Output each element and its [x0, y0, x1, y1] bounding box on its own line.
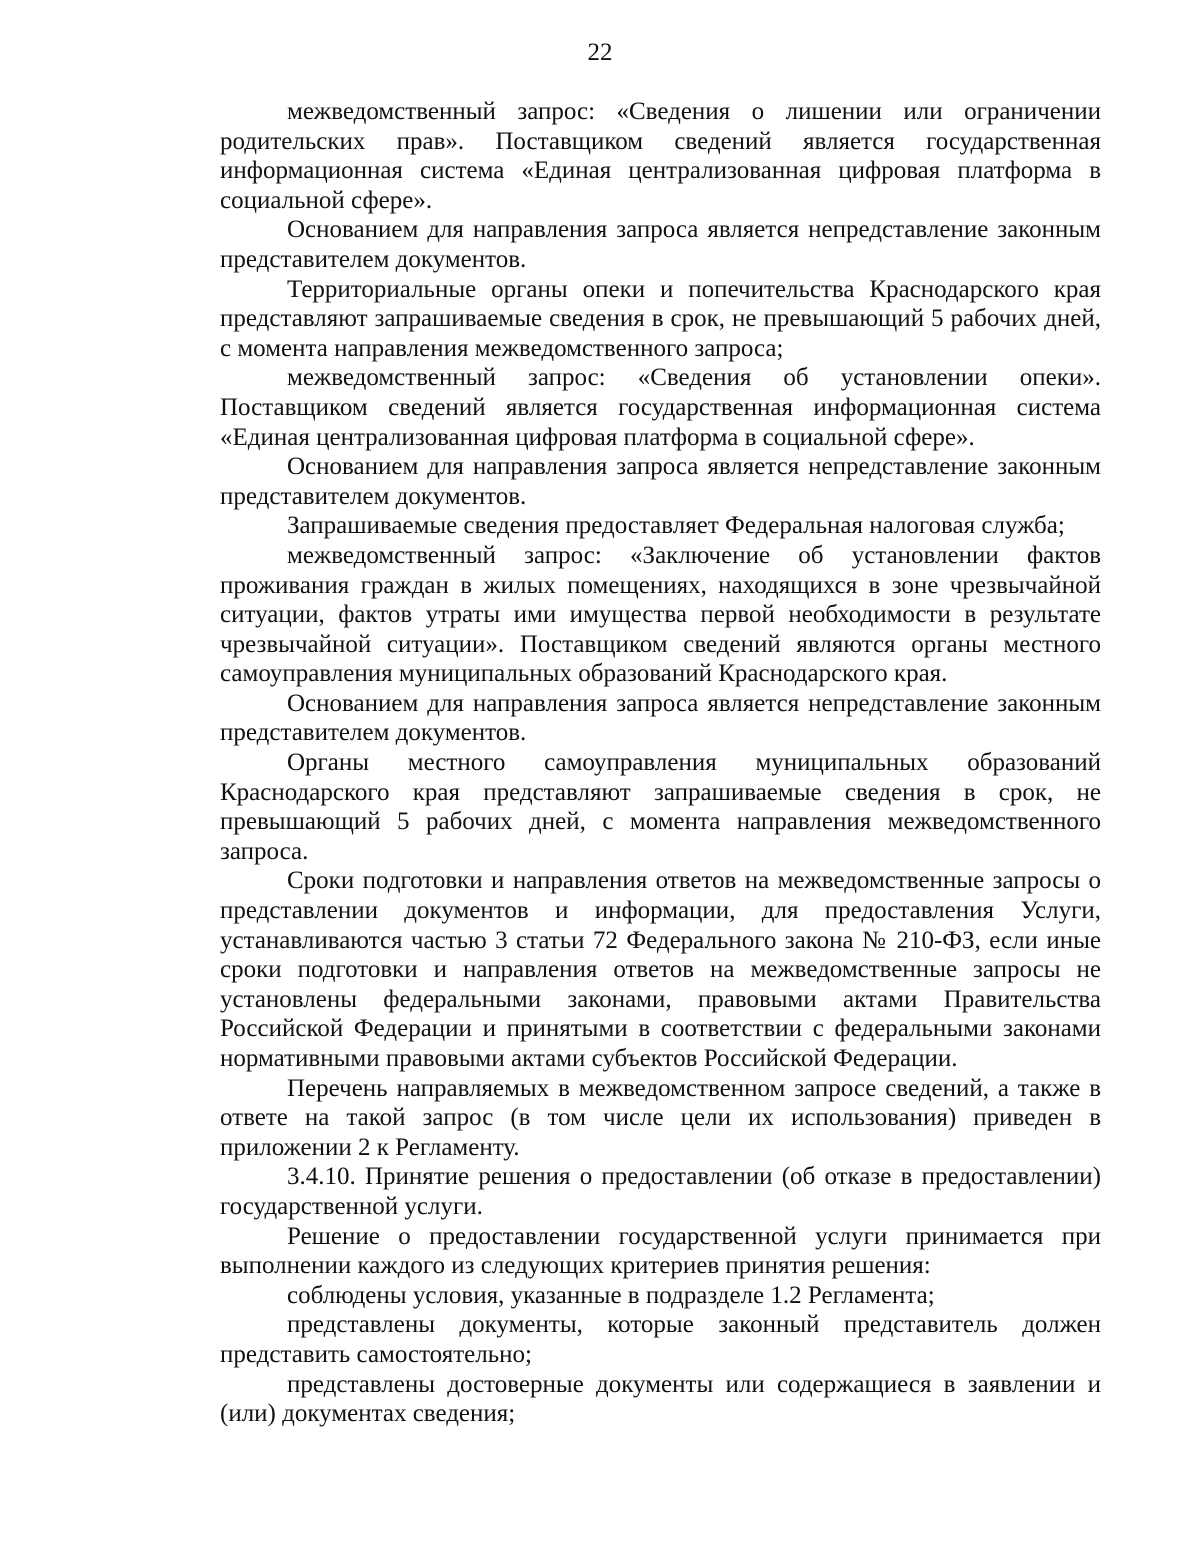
paragraph: Сроки подготовки и направления ответов на межведомственные запросы о представлении документов и информации, для предоставления Услуги, устанавливаются частью 3 статьи 72 Федерального закона № 210-ФЗ, если иные сроки подготовки и направления ответов на межведомственные запросы не установлены федеральными законами, правовыми актами Правительства Российской Федерации и принятыми в соответствии с федеральными законами нормативными правовыми актами субъектов Российской Федерации.	[220, 867, 1101, 1072]
paragraph: соблюдены условия, указанные в подразделе 1.2 Регламента;	[287, 1281, 935, 1309]
paragraph: межведомственный запрос: «Заключение об установлении фактов проживания граждан в жилых помещениях, находящихся в зоне чрезвычайной ситуации, фактов утраты ими имущества первой необходимости в результате чрезвычайной ситуации». Поставщиком сведений являются органы местного самоуправления муниципальных образований Краснодарского края.	[220, 541, 1101, 688]
document-body	[220, 97, 1101, 1429]
paragraph: Решение о предоставлении государственной услуги принимается при выполнении каждого из следующих критериев принятия решения:	[220, 1222, 1101, 1280]
paragraph: Основанием для направления запроса является непредставление законным представителем документов.	[220, 453, 1101, 510]
paragraph: Основанием для направления запроса является непредставление законным представителем документов.	[220, 689, 1101, 747]
paragraph: Перечень направляемых в межведомственном запросе сведений, а также в ответе на такой запрос (в том числе цели их использования) приведен в приложении 2 к Регламенту.	[220, 1074, 1101, 1161]
paragraph: Основанием для направления запроса является непредставление законным представителем документов.	[220, 216, 1101, 273]
paragraph: 3.4.10. Принятие решения о предоставлении (об отказе в предоставлении) государственной услуги.	[220, 1163, 1101, 1220]
paragraph: Запрашиваемые сведения предоставляет Федеральная налоговая служба;	[287, 512, 1065, 540]
paragraph: Органы местного самоуправления муниципальных образований Краснодарского края представляют запрашиваемые сведения в срок, не превышающий 5 рабочих дней, с момента направления межведомственного запроса.	[220, 749, 1101, 865]
paragraph: межведомственный запрос: «Сведения о лишении или ограничении родительских прав». Поставщиком сведений является государственная информационная система «Единая централизованная цифровая платформа в социальной сфере».	[220, 98, 1101, 214]
paragraph: Территориальные органы опеки и попечительства Краснодарского края представляют запрашиваемые сведения в срок, не превышающий 5 рабочих дней, с момента направления межведомственного запроса;	[220, 275, 1101, 362]
paragraph: межведомственный запрос: «Сведения об установлении опеки». Поставщиком сведений является государственная информационная система «Единая централизованная цифровая платформа в социальной сфере».	[220, 364, 1101, 451]
paragraph: представлены достоверные документы или содержащиеся в заявлении и (или) документах сведения;	[220, 1370, 1101, 1428]
page-number: 22	[587, 39, 613, 66]
paragraph: представлены документы, которые законный представитель должен представить самостоятельно;	[220, 1311, 1101, 1368]
